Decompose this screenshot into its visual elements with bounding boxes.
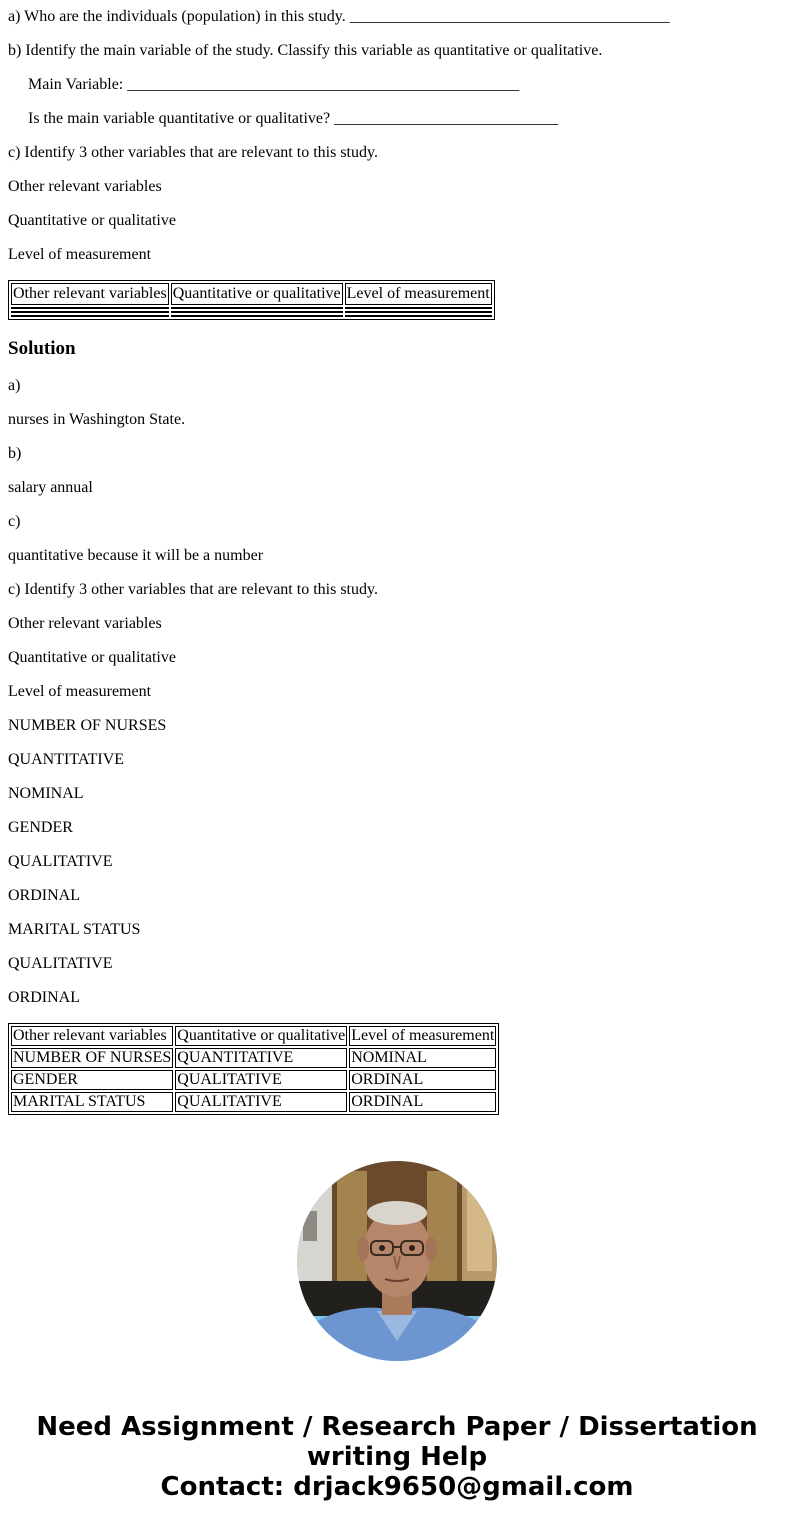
table-row: [11, 1048, 496, 1068]
solution-line: salary annual: [8, 479, 93, 496]
solution-line: b): [8, 445, 22, 462]
table-cell: [171, 311, 343, 313]
table-row: [11, 1092, 496, 1112]
solution-line: Other relevant variables: [8, 615, 162, 632]
main-variable-prompt: Main Variable: _________________________________________________: [28, 76, 520, 93]
solution-line: Quantitative or qualitative: [8, 649, 176, 666]
table-cell: MARITAL STATUS: [11, 1092, 173, 1112]
solution-line: ORDINAL: [8, 887, 80, 904]
table-cell: [11, 311, 169, 313]
quant-qual-prompt: Is the main variable quantitative or qualitative? ____________________________: [28, 110, 559, 127]
question-c: c) Identify 3 other variables that are relevant to this study.: [8, 144, 378, 161]
document-content: [0, 8, 794, 1115]
table-header-cell: Quantitative or qualitative: [177, 1027, 346, 1044]
table-header-row: [11, 1026, 496, 1046]
table-cell: [11, 307, 169, 309]
solution-line: NUMBER OF NURSES: [8, 717, 167, 734]
table-row: [11, 307, 492, 309]
solution-line: GENDER: [8, 819, 73, 836]
footer-contact-line: Contact: drjack9650@gmail.com: [160, 1472, 634, 1502]
question-b: b) Identify the main variable of the study. Classify this variable as quantitative or qualitative.: [8, 42, 603, 59]
table-cell: GENDER: [11, 1070, 173, 1090]
question-a: a) Who are the individuals (population) in this study. ________________________________________: [8, 8, 670, 25]
solution-line: nurses in Washington State.: [8, 411, 186, 428]
footer-line: writing Help: [306, 1442, 488, 1472]
solution-line: a): [8, 377, 21, 394]
table-header-cell: Level of measurement: [351, 1027, 495, 1044]
solution-line: c) Identify 3 other variables that are relevant to this study.: [8, 581, 378, 598]
question-line: Quantitative or qualitative: [8, 212, 176, 229]
author-portrait: [297, 1161, 497, 1361]
solution-line: quantitative because it will be a number: [8, 547, 264, 564]
table-header-cell: Quantitative or qualitative: [171, 283, 343, 305]
answer-variables-table: [8, 1023, 499, 1115]
question-line: Level of measurement: [8, 246, 152, 263]
avatar: [297, 1161, 497, 1361]
solution-line: NOMINAL: [8, 785, 84, 802]
solution-line: MARITAL STATUS: [8, 921, 141, 938]
blank-variables-table: [8, 280, 495, 320]
table-cell: QUALITATIVE: [175, 1070, 347, 1090]
table-row: [11, 311, 492, 313]
solution-line: QUANTITATIVE: [8, 751, 125, 768]
table-cell: NOMINAL: [349, 1048, 496, 1068]
table-cell: QUALITATIVE: [175, 1092, 347, 1112]
solution-lines: [8, 377, 786, 1007]
solution-line: QUALITATIVE: [8, 853, 113, 870]
table-cell: NUMBER OF NURSES: [13, 1049, 172, 1066]
question-line: Other relevant variables: [8, 178, 162, 195]
table-cell: [345, 315, 492, 317]
footer-line: Need Assignment / Research Paper / Dissertation: [36, 1412, 758, 1442]
table-cell: [11, 315, 169, 317]
table-header-cell: Other relevant variables: [11, 283, 169, 305]
table-header-cell: Other relevant variables: [11, 1026, 173, 1046]
solution-line: c): [8, 513, 21, 530]
table-row: [11, 1070, 496, 1090]
table-cell: ORDINAL: [349, 1070, 496, 1090]
table-cell: [345, 307, 492, 309]
solution-line: QUALITATIVE: [8, 955, 113, 972]
solution-line: ORDINAL: [8, 989, 80, 1006]
table-header-cell: Level of measurement: [345, 283, 492, 305]
table-cell: QUANTITATIVE: [175, 1048, 347, 1068]
footer-contact: [0, 1412, 794, 1502]
solution-line: Level of measurement: [8, 683, 152, 700]
table-row: [11, 315, 492, 317]
solution-heading: Solution: [8, 338, 76, 359]
table-cell: [171, 315, 343, 317]
table-cell: ORDINAL: [349, 1092, 496, 1112]
table-cell: [171, 307, 343, 309]
table-header-row: [11, 283, 492, 305]
table-cell: [345, 311, 492, 313]
